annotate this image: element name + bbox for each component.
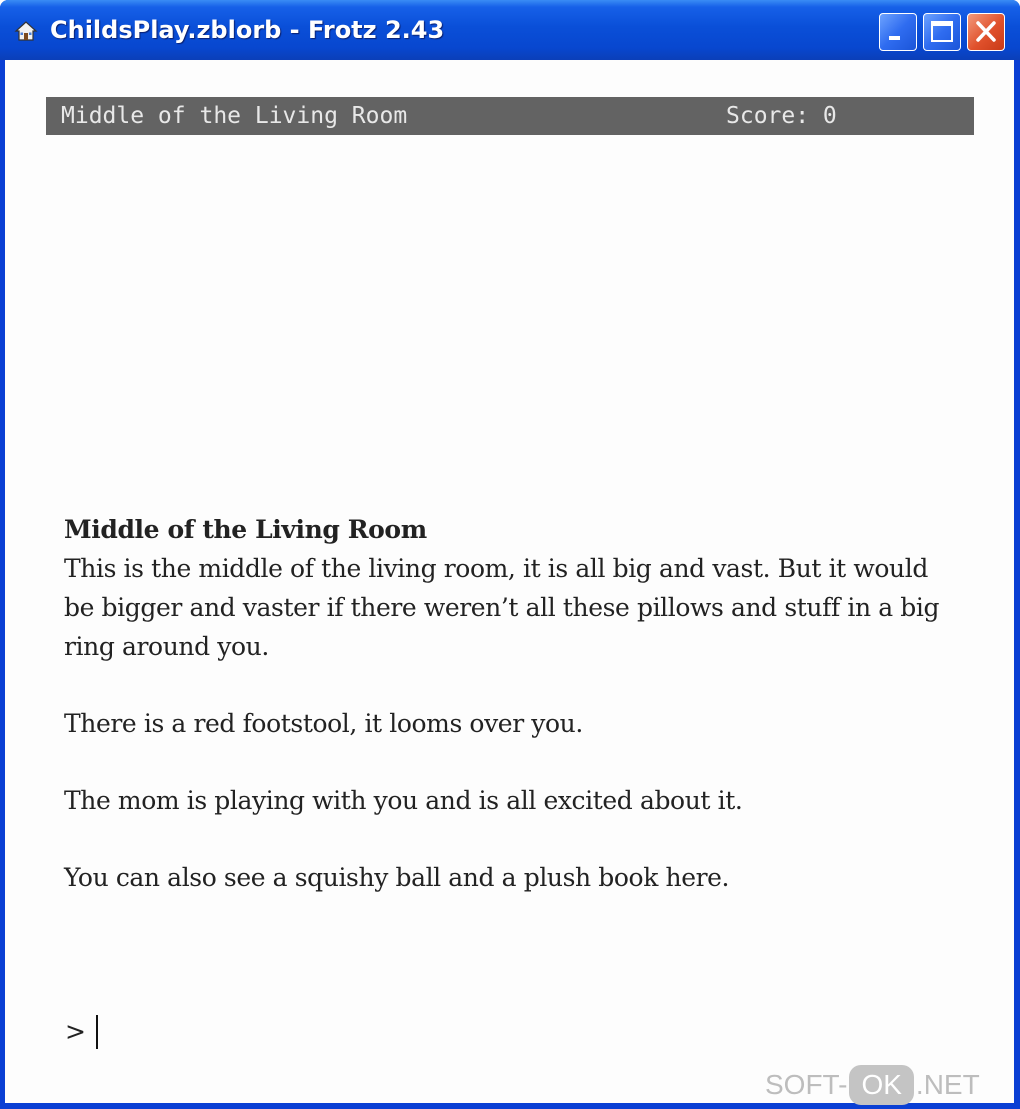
- items-line: You can also see a squishy ball and a plush book here.: [64, 863, 730, 892]
- room-heading: Middle of the Living Room: [64, 515, 427, 544]
- watermark-highlight: OK: [849, 1065, 913, 1105]
- status-room-name: Middle of the Living Room: [61, 103, 408, 129]
- maximize-button[interactable]: [923, 13, 961, 51]
- room-description: This is the middle of the living room, it is all big and vast. But it would be bigger and vaster if there weren’t all these pillows and stuff in a big ring around you.: [64, 554, 940, 661]
- footstool-line: There is a red footstool, it looms over you.: [64, 709, 583, 738]
- watermark-prefix: SOFT-: [765, 1069, 848, 1100]
- command-input[interactable]: [65, 1012, 98, 1052]
- title-bar[interactable]: [0, 0, 1020, 60]
- close-icon: [968, 14, 1004, 50]
- maximize-icon: [924, 14, 960, 50]
- window-title: ChildsPlay.zblorb - Frotz 2.43: [50, 16, 445, 44]
- minimize-button[interactable]: [879, 13, 917, 51]
- game-screen[interactable]: [5, 60, 1014, 1103]
- status-bar: [46, 97, 974, 135]
- prompt-symbol: >: [65, 1017, 86, 1046]
- mom-line: The mom is playing with you and is all excited about it.: [64, 786, 743, 815]
- story-text: [64, 510, 954, 897]
- minimize-icon: [880, 14, 916, 50]
- watermark-suffix: .NET: [915, 1069, 980, 1100]
- close-button[interactable]: [967, 13, 1005, 51]
- status-score: Score: 0: [726, 103, 837, 129]
- house-icon[interactable]: [14, 20, 38, 42]
- text-cursor: [96, 1015, 98, 1049]
- watermark: [765, 1062, 980, 1108]
